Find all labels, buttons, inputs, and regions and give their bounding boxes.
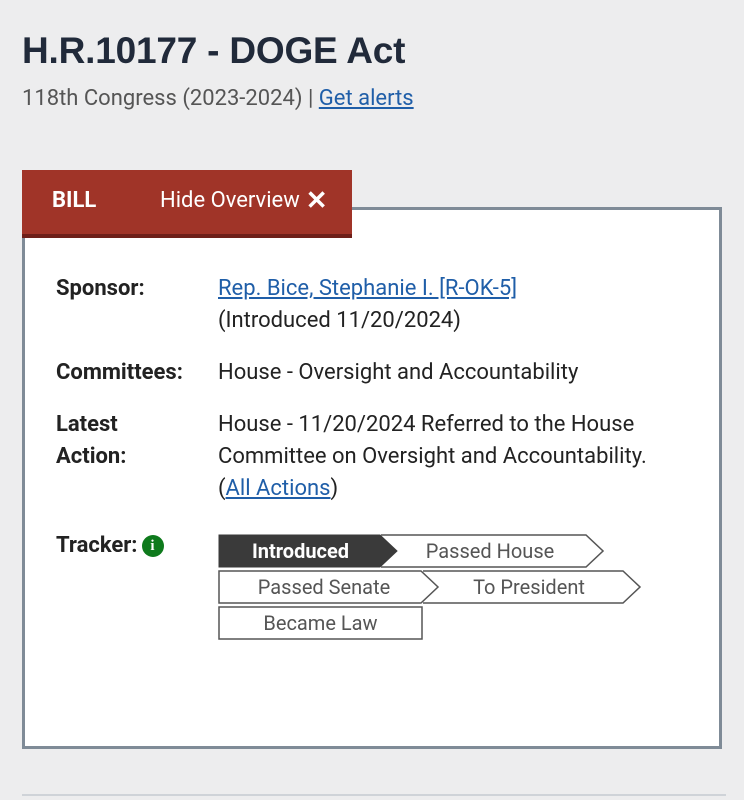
stage-label: To President bbox=[473, 575, 585, 599]
latest-action-label-line2: Action: bbox=[56, 444, 127, 469]
page-title: H.R.10177 - DOGE Act bbox=[22, 30, 406, 71]
stage-label: Became Law bbox=[263, 611, 378, 635]
tracker-stage-became-law bbox=[218, 606, 423, 640]
bill-congress-line bbox=[22, 86, 414, 111]
tracker-label-text: Tracker: bbox=[56, 533, 138, 558]
section-divider bbox=[22, 794, 726, 796]
stage-label: Passed House bbox=[425, 539, 555, 563]
tracker-stage-passed-senate bbox=[218, 570, 440, 604]
latest-action-value bbox=[218, 409, 688, 505]
latest-action-label-line1: Latest bbox=[56, 412, 118, 437]
latest-action-label bbox=[56, 409, 126, 473]
committees-value: House - Oversight and Accountability bbox=[218, 360, 579, 385]
stage-label: Introduced bbox=[251, 539, 350, 563]
tracker-stage-introduced bbox=[218, 534, 398, 568]
sponsor-label: Sponsor: bbox=[56, 276, 145, 301]
tracker-stage-passed-house bbox=[380, 534, 604, 568]
tracker-stage-to-president bbox=[422, 570, 642, 604]
overview-tabbar bbox=[22, 170, 352, 234]
committees-label: Committees: bbox=[56, 360, 183, 385]
congress-text: 118th Congress (2023-2024) bbox=[22, 86, 303, 111]
sponsor-value bbox=[218, 273, 698, 337]
sponsor-link[interactable]: Rep. Bice, Stephanie I. [R-OK-5] bbox=[218, 276, 518, 301]
hide-overview-label: Hide Overview bbox=[160, 188, 300, 213]
stage-label: Passed Senate bbox=[257, 575, 391, 599]
separator: | bbox=[302, 86, 319, 111]
sponsor-intro-date: (Introduced 11/20/2024) bbox=[218, 308, 461, 333]
latest-action-text: House - 11/20/2024 Referred to the House Committee on Oversight and Accountability. bbox=[218, 412, 647, 469]
tracker-label bbox=[56, 530, 164, 562]
close-icon: ✕ bbox=[305, 185, 328, 216]
all-actions-paren-close: ) bbox=[330, 476, 339, 501]
all-actions-paren-open: ( bbox=[218, 476, 226, 501]
hide-overview-button[interactable] bbox=[160, 185, 328, 216]
tab-bill[interactable]: BILL bbox=[52, 188, 97, 213]
info-icon[interactable]: i bbox=[142, 535, 164, 557]
all-actions-link[interactable]: All Actions bbox=[225, 476, 331, 501]
get-alerts-link[interactable]: Get alerts bbox=[318, 86, 414, 111]
